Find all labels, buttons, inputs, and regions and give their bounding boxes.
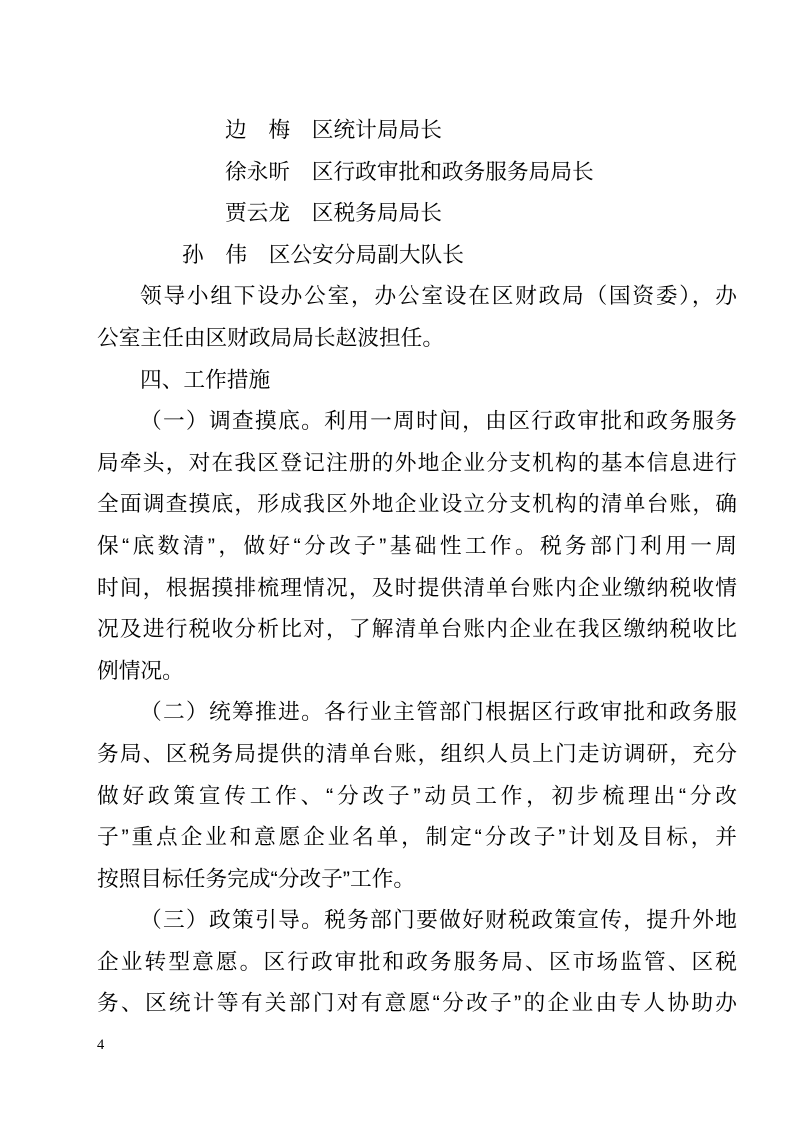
document-line: 四、工作措施 (140, 366, 271, 392)
document-line: 徐永昕 区行政审批和政务服务局局长 (225, 158, 594, 184)
page-number: 4 (97, 1037, 105, 1053)
document-line: （二）统筹推进。各行业主管部门根据区行政审批和政务服 (140, 699, 737, 725)
document-line: 况及进行税收分析比对，了解清单台账内企业在我区缴纳税收比 (97, 616, 737, 642)
document-line: 时间，根据摸排梳理情况，及时提供清单台账内企业缴纳税收情 (97, 574, 737, 600)
document-line: 贾云龙 区税务局局长 (225, 200, 442, 226)
document-line: 按照目标任务完成“分改子”工作。 (97, 865, 416, 891)
document-line: 例情况。 (97, 657, 184, 683)
document-line: 公室主任由区财政局局长赵波担任。 (97, 324, 445, 350)
document-line: 务、区统计等有关部门对有意愿“分改子”的企业由专人协助办 (97, 990, 737, 1016)
document-line: 务局、区税务局提供的清单台账，组织人员上门走访调研，充分 (97, 740, 737, 766)
document-line: 边 梅 区统计局局长 (225, 117, 442, 142)
document-line: 孙 伟 区公安分局副大队长 (182, 241, 464, 267)
document-line: 做好政策宣传工作、“分改子”动员工作，初步梳理出“分改 (97, 782, 737, 808)
document-line: 子”重点企业和意愿企业名单，制定“分改子”计划及目标，并 (97, 824, 737, 850)
document-line: 领导小组下设办公室，办公室设在区财政局（国资委），办 (140, 283, 737, 309)
document-line: （一）调查摸底。利用一周时间，由区行政审批和政务服务 (140, 408, 737, 434)
document-line: 局牵头，对在我区登记注册的外地企业分支机构的基本信息进行 (97, 449, 737, 475)
document-body (97, 109, 737, 1024)
document-line: （三）政策引导。税务部门要做好财税政策宣传，提升外地 (140, 907, 737, 933)
document-line: 全面调查摸底，形成我区外地企业设立分支机构的清单台账，确 (97, 491, 737, 517)
document-line: 保“底数清”，做好“分改子”基础性工作。税务部门利用一周 (97, 532, 737, 558)
document-line: 企业转型意愿。区行政审批和政务服务局、区市场监管、区税 (97, 948, 737, 974)
